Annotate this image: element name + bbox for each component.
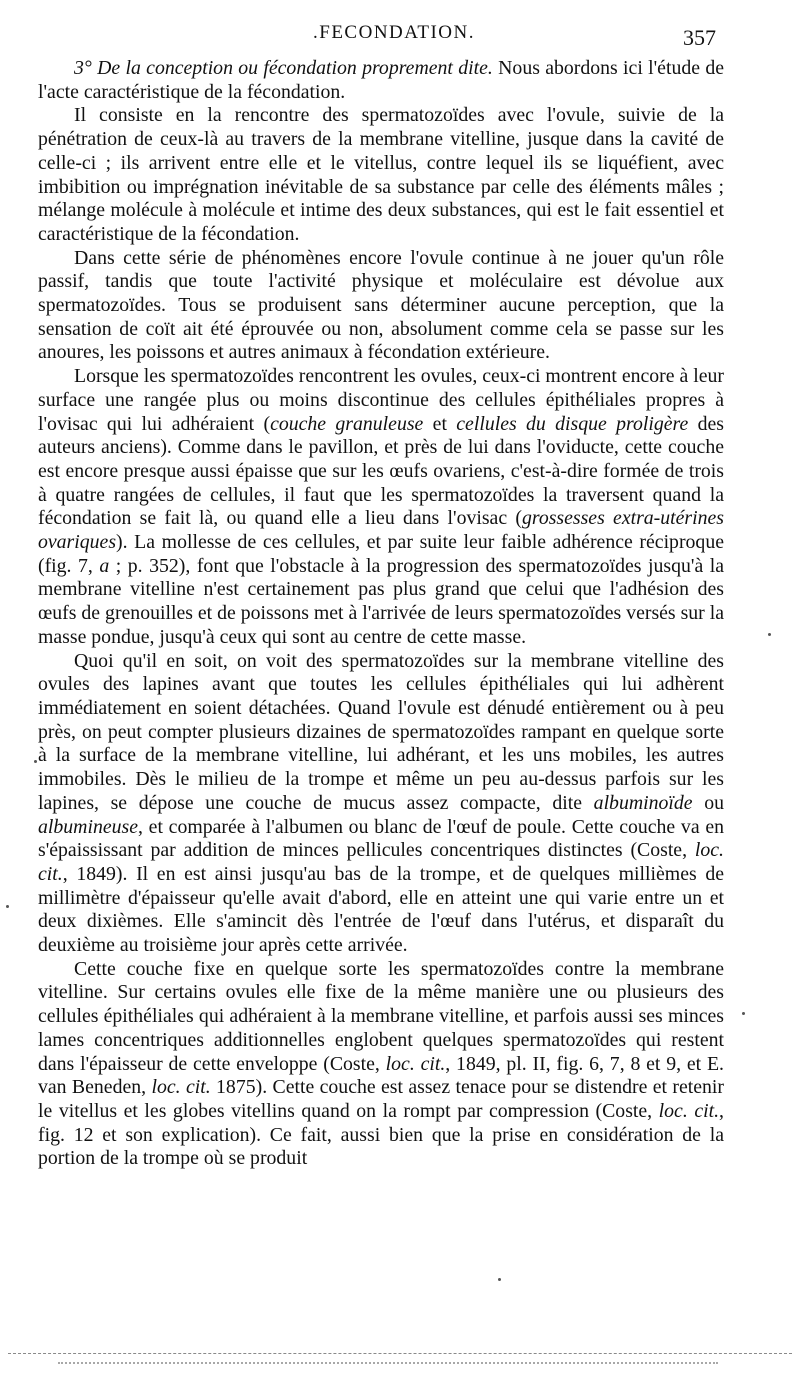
- italic-term: loc. cit.: [151, 1076, 211, 1099]
- paragraph-phenomenes: [38, 247, 724, 366]
- running-title: .FECONDATION.: [313, 22, 475, 43]
- print-speck: [34, 760, 37, 763]
- paragraph-text: Dans cette série de phénomènes encore l'ovule continue à ne jouer qu'un rôle passif, tandis que toute l'activité physique et moléculaire est dévolue aux spermatozoïdes. Tous se produisent sans déterminer aucune perception, que la sensation de coït ait été éprouvée ou non, absolument comme cela se passe sur les anoures, les poissons et autres animaux à fécondation extérieure.: [38, 246, 724, 364]
- footer-bleed-through: [58, 1362, 718, 1368]
- running-head: [0, 22, 800, 50]
- paragraph-membrane-vitelline: [38, 650, 724, 958]
- paragraph-text: ou: [692, 791, 724, 814]
- print-speck: [742, 1012, 745, 1015]
- paragraph-text: Quoi qu'il en soit, on voit des spermatozoïdes sur la membrane vitelline des ovules des lapines avant que toutes les cellules épithéliales qui lui adhèrent immédiatement en soient détachées. Quand l'ovule est dénudé entièrement ou à peu près, on peut compter plusieurs dizaines de spermatozoïdes rampant en quelque sorte à la surface de la membrane vitelline, lui adhérant, et les uns mobiles, les autres immobiles. Dès le milieu de la trompe et même un peu au-dessus parfois sur les lapines, se dépose une couche de mucus assez compacte, dite: [38, 649, 724, 814]
- print-speck: [498, 1278, 501, 1281]
- italic-term: loc. cit.: [38, 839, 724, 885]
- body-text: [38, 57, 724, 1171]
- paragraph-cellules-epitheliales: [38, 365, 724, 649]
- italic-term: albuminoïde: [593, 791, 693, 814]
- paragraph-text: Cette couche fixe en quelque sorte les spermatozoïdes contre la membrane vitelline. Sur certains ovules elle fixe de la même manière une ou plusieurs des cellules épithéliales qui adhéraient à la membrane vitelline, et parfois aussi ses minces lames concentriques additionnelles englobent quelques spermatozoïdes qui restent dans l'épaisseur de cette enveloppe (Coste,: [38, 957, 724, 1075]
- paragraph-text: ). La mollesse de ces cellules, et par suite leur faible adhérence réciproque (fig. 7,: [38, 531, 724, 577]
- page-number: 357: [683, 25, 716, 50]
- paragraph-conception: [38, 57, 724, 104]
- print-speck: [6, 905, 9, 908]
- paragraph-text: Lorsque les spermatozoïdes rencontrent les ovules, ceux-ci montrent encore à leur surface une rangée plus ou moins discontinue des cellules épithéliales propres à l'ovisac qui lui adhéraient (: [38, 365, 724, 435]
- section-heading: 3° De la conception ou fécondation proprement dite.: [74, 57, 493, 79]
- print-speck: [768, 633, 771, 636]
- paragraph-couche-fixe: [38, 958, 724, 1171]
- paragraph-text: et: [423, 412, 457, 435]
- italic-term: grossesses extra-utérines ovariques: [38, 507, 724, 554]
- italic-term: loc. cit.: [385, 1052, 446, 1075]
- paragraph-text: des auteurs anciens). Comme dans le pavillon, et près de lui dans l'oviducte, cette couche est encore presque aussi épaisse que sur les œufs ovariens, c'est-à-dire formée de trois à quatre rangées de cellules, il faut que les spermatozoïdes la traversent quand la fécondation se fait là, ou quand elle a lieu dans l'ovisac (: [38, 412, 724, 530]
- italic-term: loc. cit.: [658, 1099, 720, 1122]
- italic-term: couche granuleuse: [270, 412, 424, 435]
- italic-term: cellules du disque proligère: [456, 412, 689, 435]
- paragraph-text: , 1849). Il en est ainsi jusqu'au bas de la trompe, et de quelques millièmes de millimètre d'épaisseur qu'elle avait d'abord, elle en atteint une qui varie entre un et deux dixièmes. Elle s'amincit dès l'entrée de l'œuf dans l'utérus, et disparaît du deuxième au troisième jour après cette arrivée.: [38, 862, 724, 957]
- paragraph-text: , fig. 12 et son explication). Ce fait, aussi bien que la prise en considération de la portion de la trompe où se produit: [38, 1099, 724, 1170]
- paragraph-text: 1875). Cette couche est assez tenace pour se distendre et retenir le vitellus et les globes vitellins quand on la rompt par compression (Coste,: [38, 1076, 724, 1122]
- italic-term: a: [99, 554, 110, 577]
- footer-rule: [8, 1353, 792, 1355]
- paragraph-text: Il consiste en la rencontre des spermatozoïdes avec l'ovule, suivie de la pénétration de ceux-là au travers de la membrane vitelline, jusque dans la cavité de celle-ci ; ils arrivent entre elle et le vitellus, contre lequel ils se liquéfient, avec imbibition ou imprégnation inévitable de sa substance par celle des éléments mâles ; mélange molécule à molécule et intime des deux substances, qui est le fait essentiel et caractéristique de la fécondation.: [38, 104, 724, 245]
- paragraph-text: Nous abordons ici l'étude de l'acte caractéristique de la fécondation.: [38, 57, 724, 103]
- paragraph-text: , et comparée à l'albumen ou blanc de l'œuf de poule. Cette couche va en s'épaississant par addition de minces pellicules concentriques distinctes (Coste,: [38, 815, 724, 862]
- paragraph-text: , 1849, pl. II, fig. 6, 7, 8 et 9, et E. van Beneden,: [38, 1052, 724, 1099]
- paragraph-text: ; p. 352), font que l'obstacle à la progression des spermatozoïdes jusqu'à la membrane vitelline n'est certainement pas plus grand que celui que l'adhésion des œufs de grenouilles et de poissons met à l'arrivée de leurs spermatozoïdes versés sur la masse pondue, jusqu'à ceux qui sont au centre de cette masse.: [38, 554, 725, 648]
- paragraph-rencontre: [38, 104, 724, 246]
- italic-term: albumineuse: [38, 815, 138, 838]
